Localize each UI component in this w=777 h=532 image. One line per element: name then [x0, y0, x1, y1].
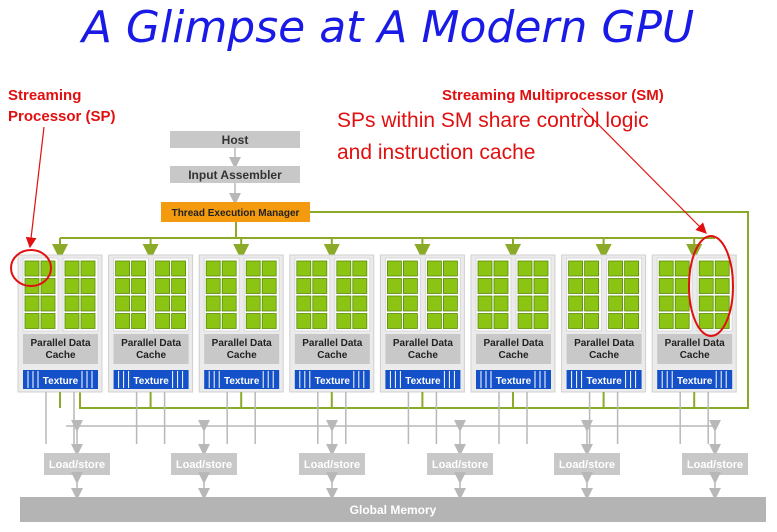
sp-core — [478, 261, 492, 276]
sp-core — [132, 279, 146, 294]
sp-core — [494, 261, 508, 276]
note-line2: and instruction cache — [337, 141, 536, 164]
sp-core — [534, 314, 548, 329]
sm-cluster — [562, 255, 646, 408]
sp-core — [337, 314, 351, 329]
load-store-label: Load/store — [175, 459, 233, 471]
sm-cluster — [380, 255, 464, 408]
load-store-unit — [554, 426, 620, 494]
sp-core — [427, 279, 441, 294]
sp-core — [246, 279, 260, 294]
sp-core — [353, 314, 367, 329]
sp-core — [222, 296, 236, 311]
sp-core — [246, 261, 260, 276]
sp-core — [518, 314, 532, 329]
cache-label-line2: Cache — [679, 350, 710, 361]
sp-core — [715, 296, 729, 311]
sp-core — [222, 314, 236, 329]
sp-core — [403, 279, 417, 294]
sp-core — [478, 296, 492, 311]
sp-core — [427, 296, 441, 311]
sp-core — [675, 314, 689, 329]
sm-label: Streaming Multiprocessor (SM) — [442, 87, 664, 104]
sp-core — [172, 261, 186, 276]
load-store-label: Load/store — [48, 459, 106, 471]
sp-core — [337, 296, 351, 311]
sp-core — [353, 261, 367, 276]
sp-core — [156, 296, 170, 311]
sp-core — [172, 279, 186, 294]
texture-label: Texture — [405, 376, 441, 387]
sp-core — [534, 279, 548, 294]
sp-core — [156, 279, 170, 294]
sp-core — [609, 279, 623, 294]
sp-core — [518, 279, 532, 294]
sp-core — [116, 296, 130, 311]
sp-core — [715, 261, 729, 276]
sp-core — [262, 261, 276, 276]
sp-core — [246, 296, 260, 311]
sp-label-line2: Processor (SP) — [8, 108, 116, 125]
sp-core — [262, 314, 276, 329]
sp-core — [297, 314, 311, 329]
sp-core — [609, 261, 623, 276]
sp-core — [206, 296, 220, 311]
sp-core — [609, 296, 623, 311]
sp-core — [206, 279, 220, 294]
host-label: Host — [221, 133, 249, 147]
sp-core — [387, 279, 401, 294]
load-store-unit — [299, 426, 365, 494]
sp-core — [313, 279, 327, 294]
sp-core — [25, 296, 39, 311]
sp-core — [172, 296, 186, 311]
note-line1: SPs within SM share control logic — [337, 109, 649, 132]
sm-cluster — [290, 255, 374, 408]
sp-core — [116, 261, 130, 276]
sp-core — [699, 296, 713, 311]
sp-core — [518, 296, 532, 311]
sp-core — [443, 314, 457, 329]
sp-core — [25, 314, 39, 329]
sp-core — [478, 279, 492, 294]
sp-core — [206, 314, 220, 329]
sp-core — [699, 314, 713, 329]
sp-core — [494, 296, 508, 311]
sp-core — [609, 314, 623, 329]
sp-core — [569, 314, 583, 329]
sp-core — [699, 279, 713, 294]
sm-clusters — [18, 255, 736, 408]
page-title: A Glimpse at A Modern GPU — [81, 2, 695, 53]
sp-core — [337, 261, 351, 276]
global-memory-label: Global Memory — [349, 503, 437, 517]
sp-core — [534, 296, 548, 311]
sp-core — [156, 261, 170, 276]
sp-core — [427, 314, 441, 329]
sp-core — [585, 261, 599, 276]
sp-core — [625, 279, 639, 294]
texture-label: Texture — [314, 376, 350, 387]
sp-label-line1: Streaming — [8, 87, 82, 104]
sm-cluster — [199, 255, 283, 408]
sp-core — [313, 296, 327, 311]
sp-core — [387, 314, 401, 329]
sp-core — [297, 261, 311, 276]
sp-core — [443, 279, 457, 294]
load-store-label: Load/store — [431, 459, 489, 471]
sp-core — [494, 314, 508, 329]
sp-core — [65, 261, 79, 276]
sp-core — [494, 279, 508, 294]
input-assembler-label: Input Assembler — [188, 168, 282, 182]
sp-core — [659, 261, 673, 276]
sp-core — [403, 296, 417, 311]
sp-core — [659, 314, 673, 329]
sp-core — [675, 296, 689, 311]
cache-label-line1: Parallel Data — [121, 338, 182, 349]
loadstore-units — [44, 426, 748, 494]
sp-core — [81, 296, 95, 311]
sp-core — [403, 314, 417, 329]
sp-core — [478, 314, 492, 329]
sp-core — [41, 279, 55, 294]
sp-core — [569, 279, 583, 294]
sp-core — [659, 279, 673, 294]
sp-core — [297, 279, 311, 294]
sp-core — [116, 279, 130, 294]
sp-core — [262, 296, 276, 311]
thread-manager-label: Thread Execution Manager — [171, 208, 300, 219]
sp-core — [337, 279, 351, 294]
sp-core — [443, 296, 457, 311]
sp-core — [262, 279, 276, 294]
sp-pointer-arrow — [30, 127, 44, 247]
sp-core — [116, 314, 130, 329]
cache-label-line1: Parallel Data — [392, 338, 453, 349]
sp-core — [132, 261, 146, 276]
cache-label-line1: Parallel Data — [483, 338, 544, 349]
sp-core — [353, 279, 367, 294]
load-store-label: Load/store — [558, 459, 616, 471]
sp-core — [313, 261, 327, 276]
sp-core — [585, 296, 599, 311]
load-store-unit — [682, 426, 748, 494]
sp-core — [81, 314, 95, 329]
sp-core — [41, 314, 55, 329]
cache-label-line1: Parallel Data — [30, 338, 91, 349]
sp-core — [625, 296, 639, 311]
sp-core — [585, 314, 599, 329]
sp-core — [41, 296, 55, 311]
cache-label-line1: Parallel Data — [211, 338, 272, 349]
cache-label-line1: Parallel Data — [664, 338, 725, 349]
sp-core — [387, 296, 401, 311]
texture-label: Texture — [677, 376, 713, 387]
sp-core — [675, 261, 689, 276]
sp-core — [246, 314, 260, 329]
sp-core — [569, 296, 583, 311]
cache-label-line2: Cache — [498, 350, 529, 361]
sp-core — [81, 279, 95, 294]
sp-core — [715, 279, 729, 294]
cache-label-line2: Cache — [589, 350, 620, 361]
sm-cluster — [109, 255, 193, 408]
sp-core — [65, 279, 79, 294]
sp-core — [313, 314, 327, 329]
bus-drops — [46, 392, 708, 444]
texture-label: Texture — [495, 376, 532, 387]
sp-core — [675, 279, 689, 294]
sp-core — [625, 261, 639, 276]
texture-label: Texture — [133, 376, 169, 387]
sp-core — [132, 296, 146, 311]
sp-core — [625, 314, 639, 329]
cache-label-line2: Cache — [226, 350, 257, 361]
cache-label-line2: Cache — [136, 350, 167, 361]
cache-label-line1: Parallel Data — [574, 338, 635, 349]
sp-core — [222, 261, 236, 276]
sp-core — [65, 314, 79, 329]
sp-core — [387, 261, 401, 276]
sp-core — [427, 261, 441, 276]
sp-core — [699, 261, 713, 276]
sp-core — [81, 261, 95, 276]
sm-cluster — [471, 255, 555, 408]
sp-core — [297, 296, 311, 311]
cache-label-line2: Cache — [45, 350, 76, 361]
load-store-label: Load/store — [686, 459, 744, 471]
sp-core — [41, 261, 55, 276]
texture-label: Texture — [42, 376, 79, 387]
sp-core — [132, 314, 146, 329]
sp-core — [659, 296, 673, 311]
texture-label: Texture — [224, 376, 260, 387]
sp-core — [534, 261, 548, 276]
sp-core — [156, 314, 170, 329]
sp-core — [403, 261, 417, 276]
sp-core — [206, 261, 220, 276]
sp-core — [172, 314, 186, 329]
sp-core — [222, 279, 236, 294]
sm-cluster — [18, 255, 102, 408]
sp-core — [569, 261, 583, 276]
sm-arrows — [60, 238, 694, 252]
sp-core — [585, 279, 599, 294]
sp-core — [353, 296, 367, 311]
cache-label-line2: Cache — [317, 350, 348, 361]
sp-core — [443, 261, 457, 276]
load-store-label: Load/store — [303, 459, 361, 471]
sp-core — [518, 261, 532, 276]
sp-core — [65, 296, 79, 311]
texture-label: Texture — [586, 376, 622, 387]
cache-label-line2: Cache — [407, 350, 438, 361]
cache-label-line1: Parallel Data — [302, 338, 363, 349]
load-store-unit — [44, 426, 110, 494]
sm-cluster — [652, 255, 736, 408]
sp-core — [25, 261, 39, 276]
